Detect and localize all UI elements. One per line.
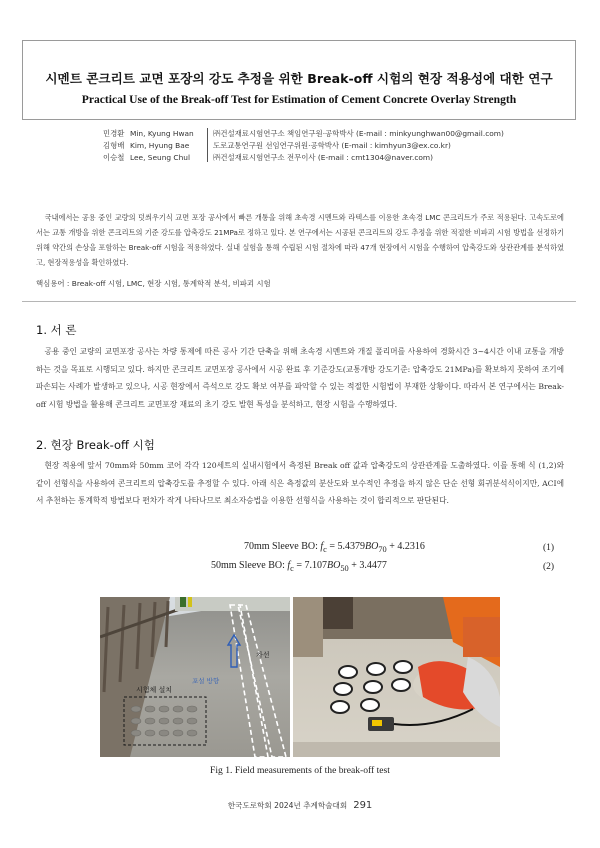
author-affiliation: ㈜건설재료시험연구소 전무이사 (E-mail : cmt1304@naver.com)	[213, 153, 434, 162]
figure-caption: Fig 1. Field measurements of the break-off test	[210, 765, 390, 776]
author-name-korean: 김형배	[103, 141, 125, 150]
equation-constant: + 4.2316	[389, 541, 425, 552]
break-off-test-illustration	[293, 597, 500, 757]
author-name-korean: 민경환	[103, 129, 125, 138]
equation-variable-subscript: 70	[378, 545, 387, 554]
title-box	[22, 40, 576, 120]
equation-variable: BO	[327, 560, 341, 571]
photo-bridge-deck	[100, 597, 290, 757]
equation-constant: + 3.4477	[351, 560, 387, 571]
section-heading-introduction: 1. 서 론	[36, 323, 77, 337]
equation-label: 70mm Sleeve BO:	[244, 541, 318, 552]
paper-title-korean: 시멘트 콘크리트 교면 포장의 강도 추정을 위한 Break-off 시험의 현장 적용성에 대한 연구	[45, 71, 553, 86]
equation-number: (1)	[543, 543, 555, 553]
label-paving-direction: 포설 방향	[192, 677, 220, 685]
section-divider	[22, 301, 576, 302]
equation-coefficient: = 7.107	[296, 560, 328, 571]
bridge-deck-illustration	[100, 597, 290, 757]
equation-variable-subscript: 50	[340, 564, 349, 573]
paper-title-english: Practical Use of the Break-off Test for Estimation of Cement Concrete Overlay Strength	[81, 93, 517, 106]
section-body-introduction: 공용 중인 교량의 교면포장 공사는 차량 통제에 따른 공사 기간 단축을 위해 초속경 시멘트와 개질 폴리머를 사용하여 경화시간 3~4시간 이내 교통을 개방하는 것을 목표로 시행되고 있다. 하지만 콘크리트 교면포장 공사에서 시공 완료 후 기준강도(교통개방 강도기준: 압축강도 21MPa)를 확보하지 못하여 조기에 파손되는 사례가 발생하고 있으나, 시공 현장에서 즉석으로 강도 확보 여부를 파악할 수 있는 적절한 시험법이 부재한 상황이다. 따라서 본 연구에서는 Break-off 시험 방법을 활용해 콘크리트 교면포장 재료의 초기 강도 발현 특성을 분석하고, 현장 시험을 수행하였다.	[36, 347, 564, 409]
equation-lhs: f	[287, 560, 291, 571]
equation-lhs-subscript: c	[323, 545, 327, 554]
author-divider	[207, 128, 208, 162]
keywords: 핵심용어 : Break-off 시험, LMC, 현장 시험, 통계학적 분석, 비파괴 시험	[36, 279, 271, 288]
author-row	[103, 140, 563, 152]
author-block	[103, 128, 563, 164]
equation-2	[211, 560, 387, 573]
author-name-korean: 이승철	[103, 153, 125, 162]
author-affiliation: 도로교통연구원 선임연구위원·공학박사 (E-mail : kimhyun3@ex.co.kr)	[213, 141, 451, 150]
footer-text: 한국도로학회 2024년 추계학술대회	[227, 801, 348, 810]
abstract: 국내에서는 공용 중인 교량의 덧씌우기식 교면 포장 공사에서 빠른 개통을 위해 초속경 시멘트와 라텍스를 이용한 초속경 LMC 콘크리트가 주로 적용된다. 고속도로에서는 교통 개방을 위한 콘크리트의 기준 강도를 압축강도 21MPa로 정하고 있다. 본 연구에서는 시공된 콘크리트의 강도 추정을 위한 적절한 비파괴 시험 방법을 선정하기 위해 약간의 손상을 포함하는 Break-off 시험을 적용하였다. 실내 실험을 통해 수립된 시험 절차에 따라 47개 현장에서 시험을 수행하여 압축강도와 상관관계를 분석하였고, 현장적용성을 확인하였다.	[36, 213, 564, 267]
equation-coefficient: = 5.4379	[329, 541, 366, 552]
equation-variable: BO	[365, 541, 379, 552]
photo-break-off-test	[293, 597, 500, 757]
label-lane: 차선	[256, 651, 270, 659]
equation-lhs: f	[320, 541, 324, 552]
author-name-english: Kim, Hyung Bae	[130, 141, 190, 150]
author-name-english: Min, Kyung Hwan	[130, 129, 194, 138]
equation-number: (2)	[543, 562, 555, 572]
author-affiliation: ㈜건설재료시험연구소 책임연구원·공학박사 (E-mail : minkyunghwan00@gmail.com)	[213, 129, 504, 138]
section-heading-field-test: 2. 현장 Break-off 시험	[36, 438, 155, 452]
equation-label: 50mm Sleeve BO:	[211, 560, 285, 571]
section-body-field-test: 현장 적용에 앞서 70mm와 50mm 코어 각각 120세트의 실내시험에서 측정된 Break off 값과 압축강도의 상관관계를 도출하였다. 이를 통해 식 (1,2)와 같이 선형식을 사용하여 콘크리트의 압축강도를 추정할 수 있다. 아래 식은 측정값의 분산도와 보수적인 추정을 하지 않은 단순 선형 회귀분석식이지만, ACI에서 추천하는 통계학적 방법보다 편차가 작게 나타나므로 최소자승법을 이용한 선형식을 사용하는 것이 합리적으로 판단된다.	[36, 461, 564, 505]
author-row	[103, 128, 563, 140]
page-number: 291	[353, 800, 373, 811]
equation-1	[244, 541, 425, 554]
page-footer	[0, 800, 600, 811]
equation-lhs-subscript: c	[290, 564, 294, 573]
author-name-english: Lee, Seung Chul	[130, 153, 191, 162]
author-row	[103, 152, 563, 164]
label-test-area: 시험체 설치	[136, 686, 173, 694]
